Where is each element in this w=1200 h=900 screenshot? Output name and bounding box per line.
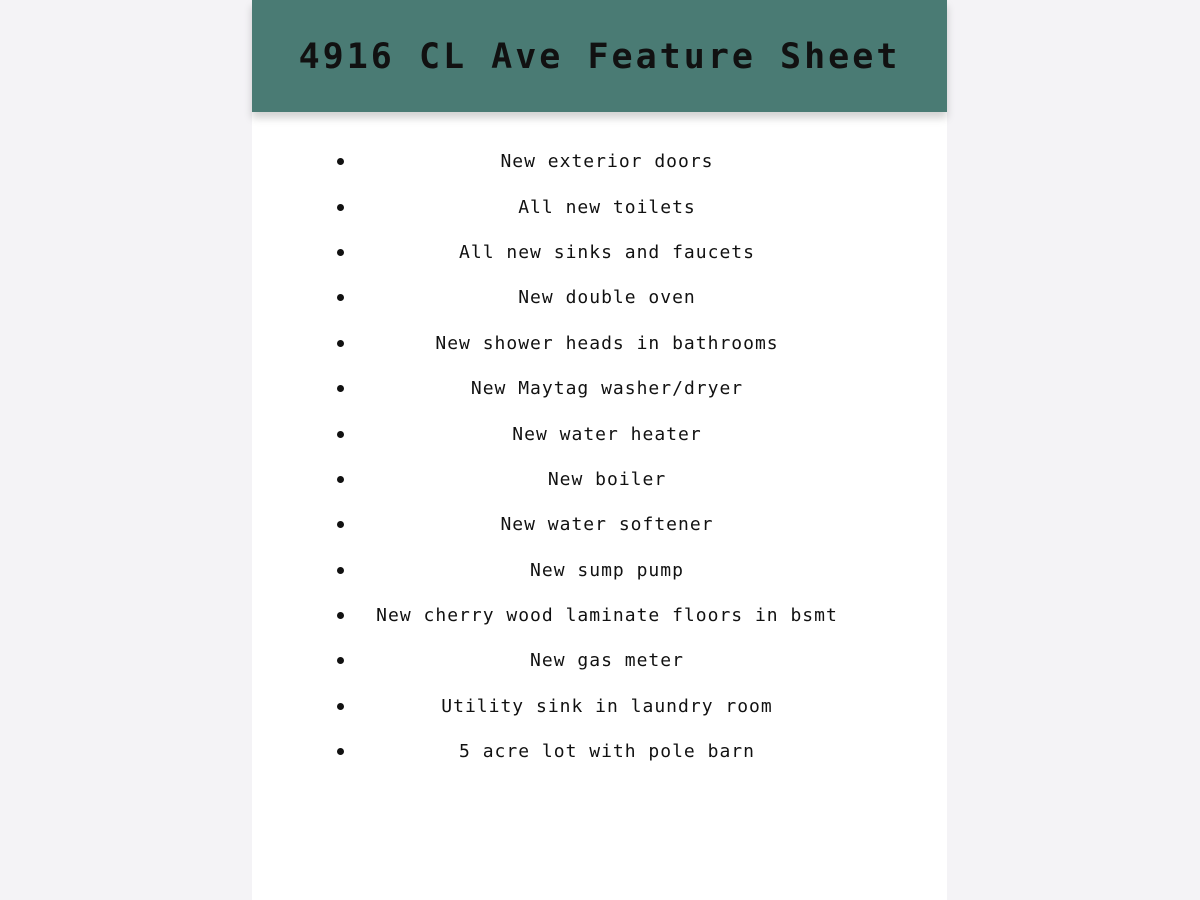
page-title: 4916 CL Ave Feature Sheet bbox=[298, 37, 901, 77]
bullet-icon bbox=[337, 521, 344, 528]
feature-text: New exterior doors bbox=[500, 151, 714, 173]
bullet-icon bbox=[337, 294, 344, 301]
feature-text: New gas meter bbox=[530, 650, 684, 672]
header-banner bbox=[252, 0, 947, 112]
list-item bbox=[252, 139, 947, 184]
feature-text: New shower heads in bathrooms bbox=[435, 332, 779, 354]
feature-text: New cherry wood laminate floors in bsmt bbox=[376, 605, 838, 627]
list-item bbox=[252, 366, 947, 411]
list-item bbox=[252, 321, 947, 366]
bullet-icon bbox=[337, 703, 344, 710]
feature-text: New Maytag washer/dryer bbox=[470, 378, 744, 400]
list-item bbox=[252, 457, 947, 502]
feature-text: 5 acre lot with pole barn bbox=[459, 741, 755, 763]
bullet-icon bbox=[337, 748, 344, 755]
list-item bbox=[252, 230, 947, 275]
bullet-icon bbox=[337, 567, 344, 574]
bullet-icon bbox=[337, 385, 344, 392]
feature-text: New water softener bbox=[500, 514, 714, 536]
feature-text: New sump pump bbox=[530, 559, 684, 581]
list-item bbox=[252, 184, 947, 229]
bullet-icon bbox=[337, 249, 344, 256]
bullet-icon bbox=[337, 431, 344, 438]
feature-text: Utility sink in laundry room bbox=[441, 695, 773, 717]
list-item bbox=[252, 729, 947, 774]
list-item bbox=[252, 548, 947, 593]
list-item bbox=[252, 684, 947, 729]
feature-text: New water heater bbox=[512, 423, 702, 445]
bullet-icon bbox=[337, 476, 344, 483]
list-item bbox=[252, 275, 947, 320]
bullet-icon bbox=[337, 657, 344, 664]
feature-list bbox=[252, 139, 947, 774]
bullet-icon bbox=[337, 612, 344, 619]
bullet-icon bbox=[337, 204, 344, 211]
feature-sheet-page bbox=[252, 0, 947, 900]
feature-text: All new sinks and faucets bbox=[459, 241, 755, 263]
feature-text: All new toilets bbox=[518, 196, 696, 218]
list-item bbox=[252, 411, 947, 456]
feature-text: New double oven bbox=[518, 287, 696, 309]
list-item bbox=[252, 502, 947, 547]
list-item bbox=[252, 593, 947, 638]
bullet-icon bbox=[337, 340, 344, 347]
feature-text: New boiler bbox=[547, 468, 667, 490]
bullet-icon bbox=[337, 158, 344, 165]
list-item bbox=[252, 638, 947, 683]
